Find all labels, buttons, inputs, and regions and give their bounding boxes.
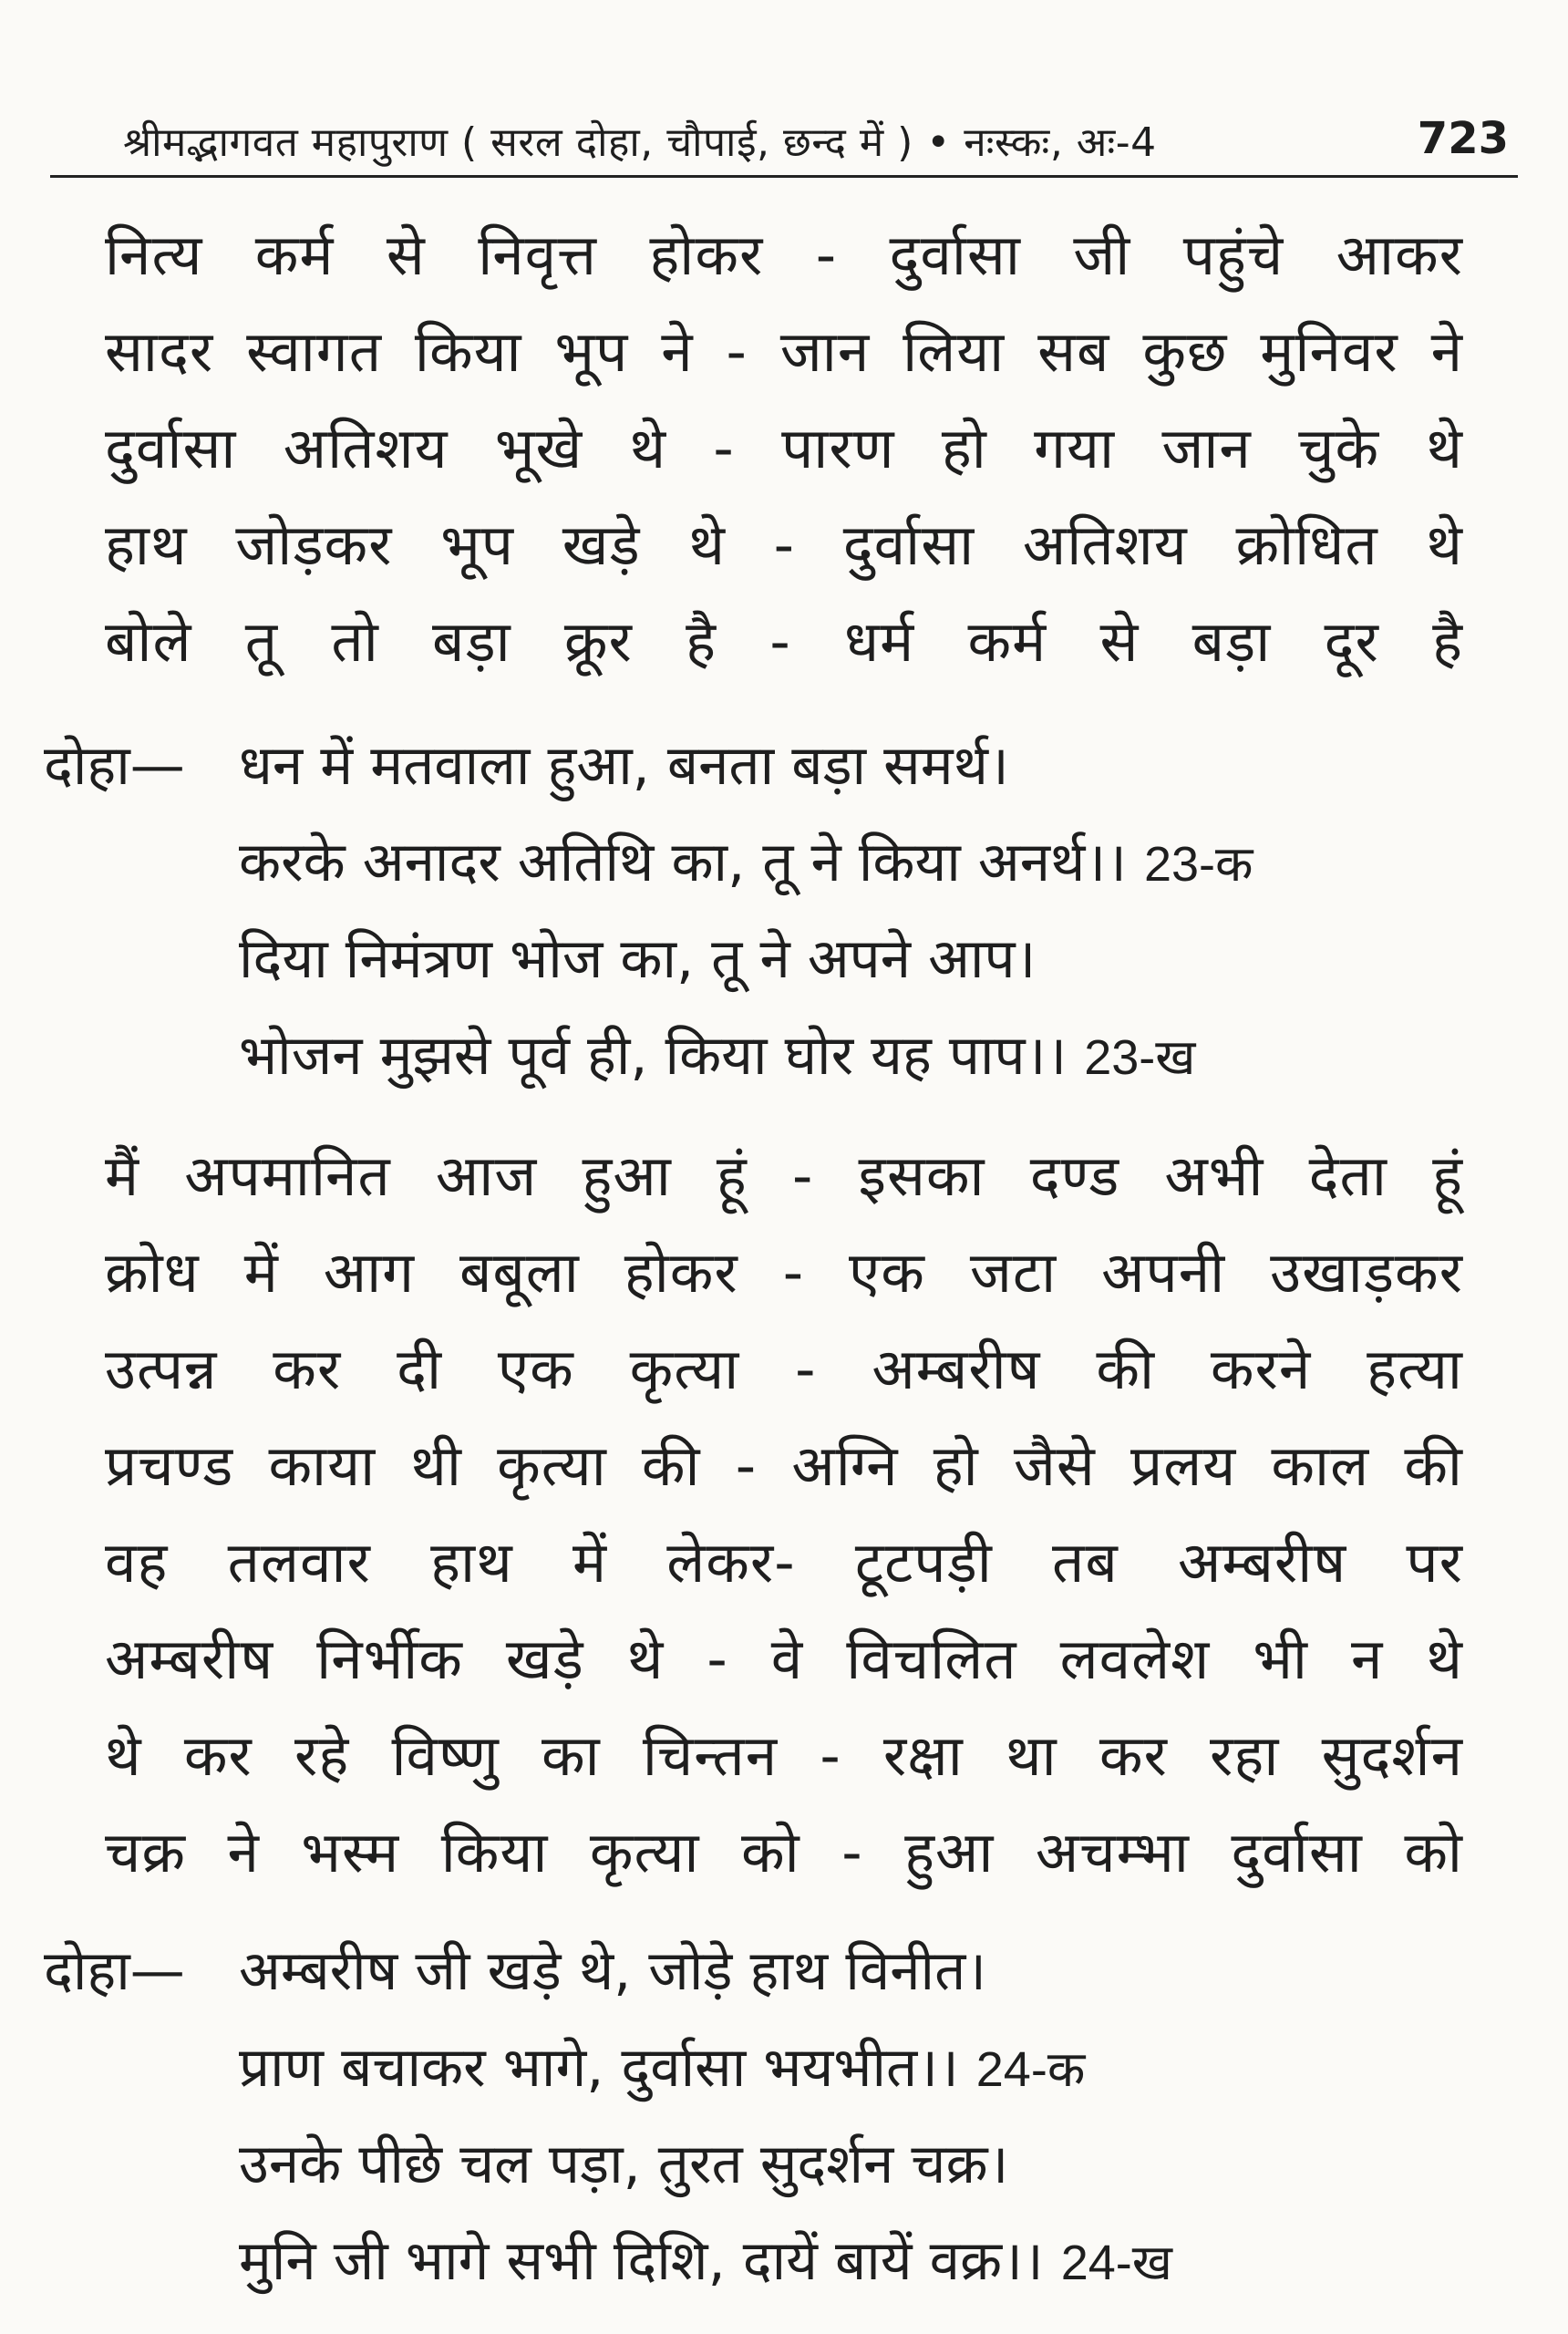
doha-line [239, 1019, 1515, 1094]
doha-label: दोहा— [44, 1939, 185, 2003]
doha-line-text: करके अनादर अतिथि का, तू ने किया अनर्थ।। [239, 831, 1127, 894]
doha-line [239, 2031, 1515, 2106]
verse-line: उत्पन्न कर दी एक कृत्या - अम्बरीष की करने हत्या [105, 1336, 1463, 1402]
verse-number: 24-ख [1060, 2236, 1172, 2290]
page-header [50, 102, 1518, 178]
doha-line [239, 923, 1515, 996]
verse-number: 23-क [1143, 837, 1253, 892]
doha-line [239, 2225, 1515, 2299]
running-title: श्रीमद्भागवत महापुराण ( सरल दोहा, चौपाई, छन्द में ) • नःस्कः, अः-4 [123, 119, 1157, 166]
verse-line: सादर स्वागत किया भूप ने - जान लिया सब कुछ मुनिवर ने [105, 318, 1463, 385]
verse-line: वह तलवार हाथ में लेकर- टूटपड़ी तब अम्बरीष पर [105, 1529, 1463, 1596]
doha-line-text: भोजन मुझसे पूर्व ही, किया घोर यह पाप।। [239, 1024, 1068, 1088]
verse-line: बोले तू तो बड़ा क्रूर है - धर्म कर्म से बड़ा दूर है [105, 608, 1463, 675]
verse-line: प्रचण्ड काया थी कृत्या की - अग्नि हो जैसे प्रलय काल की [105, 1432, 1463, 1499]
doha-line [239, 1935, 1515, 2008]
doha-line [239, 2128, 1515, 2201]
verse-line: दुर्वासा अतिशय भूखे थे - पारण हो गया जान चुके थे [105, 415, 1463, 481]
page-number: 723 [1417, 113, 1509, 164]
verse-number: 24-क [975, 2042, 1086, 2097]
verse-line: थे कर रहे विष्णु का चिन्तन - रक्षा था कर रहा सुदर्शन [105, 1722, 1463, 1789]
doha-line [239, 826, 1515, 901]
doha-line-text: दिया निमंत्रण भोज का, तू ने अपने आप। [239, 927, 1037, 991]
verse-line: हाथ जोड़कर भूप खड़े थे - दुर्वासा अतिशय क्रोधित थे [105, 511, 1463, 578]
doha-label: दोहा— [44, 734, 185, 798]
doha-line-text: धन में मतवाला हुआ, बनता बड़ा समर्थ। [239, 734, 1009, 798]
verse-line: चक्र ने भस्म किया कृत्या को - हुआ अचम्भा दुर्वासा को [105, 1819, 1463, 1885]
doha-line-text: प्राण बचाकर भागे, दुर्वासा भयभीत।। [239, 2036, 959, 2100]
doha-line-text: मुनि जी भागे सभी दिशि, दायें बायें वक्र।। [239, 2229, 1044, 2293]
verse-line: क्रोध में आग बबूला होकर - एक जटा अपनी उखाड़कर [105, 1239, 1463, 1306]
doha-line [239, 729, 1515, 802]
verse-line: मैं अपमानित आज हुआ हूं - इसका दण्ड अभी देता हूं [105, 1142, 1463, 1209]
verse-number: 23-ख [1084, 1030, 1196, 1085]
verse-line: नित्य कर्म से निवृत्त होकर - दुर्वासा जी पहुंचे आकर [105, 222, 1463, 288]
doha-line-text: अम्बरीष जी खड़े थे, जोड़े हाथ विनीत। [239, 1939, 987, 2003]
verse-line: अम्बरीष निर्भीक खड़े थे - वे विचलित लवलेश भी न थे [105, 1626, 1463, 1692]
doha-line-text: उनके पीछे चल पड़ा, तुरत सुदर्शन चक्र। [239, 2133, 1009, 2196]
